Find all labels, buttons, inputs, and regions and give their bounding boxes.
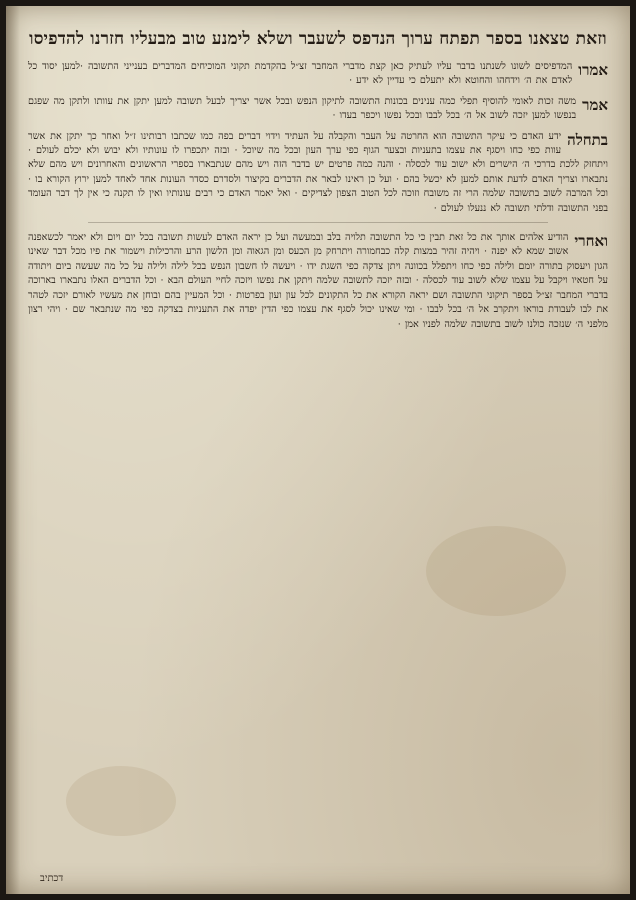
- paragraph-opener: בתחלה: [567, 130, 608, 149]
- catchword: דכתיב: [40, 873, 64, 884]
- paragraph-2: [28, 95, 608, 124]
- paragraph-1: [28, 60, 608, 89]
- paragraph-text: הודיע אלהים אותך את כל זאת תבין כי כל התשובה תלויה בלב ובמעשה ועל כן יראה האדם לעשות תשובה בכל יום ויום ולא יאמר לכשאפנה אשוב שמא לא יפנה · ויהיה זהיר במצות קלה כבחמורה ויתרחק מן הכעס ומן הגאוה ומן הלשון הרע והרכילות וישמור את פיו מכל דבר שאינו הגון ויעסוק בתורה יומם ולילה כפי כחו ויתפלל בכוונה ויתן צדקה כפי השגת ידו · ויעשה לו חשבון הנפש בכל לילה ולילה על כל מה שעשה ביום ויתודה על חטאיו ויקבל על עצמו שלא לשוב עוד לכסלה · ובזה יזכה לתשובה שלמה ויתקן את נפשו ויזכה לחיי העולם הבא · וכל הדברים האלו נתבארו בארוכה בדברי המחבר זצ״ל בספר תיקוני התשובה ושם יראה הקורא את כל התקונים לכל עון ועון בפרטות · וכל המעיין בהם ובוחן את מעשיו לאורם יזכה לטהר את לבו לעבודת בוראו ויתקרב אל ה׳ בכל לבבו · ומי שאינו יכול לסגף את עצמו כפי הדין יפדה את התעניות בצדקה כפי מה שנתבאר שם · ויהי רצון מלפני ה׳ שנזכה כולנו לשוב בתשובה שלמה לפניו אמן ·: [28, 232, 608, 330]
- paragraph-4: [28, 231, 608, 332]
- paragraph-opener: ואחרי: [574, 232, 608, 251]
- page-edge-shadow: [6, 6, 20, 894]
- paragraph-text: משה זכות לאומי להוסיף תפלי כמה ענינים בכונות התשובה לתיקון הנפש ובכל אשר יצריך לבעל תשובה למען יתקן את עוותו ולתקן מה שפגם בנפשו למען יזכה לשוב אל ה׳ בכל לבבו ובכל נפשו ויכפר בעדו ·: [28, 95, 577, 122]
- paragraph-3: [28, 130, 608, 216]
- paragraph-text: ידע האדם כי עיקר התשובה הוא החרטה על העבר והקבלה על העתיד וידוי דברים בפה כמו שכתבו רבותינו ז״ל ואחר כך יתקן את אשר עוות כפי כחו ויסגף את עצמו בתעניות ובצער הגוף כפי ערך העון ובכל מה שיוכל · ובזה יתכפרו לו עונותיו ולא יבוש ולא יכלם לעולם · ויתחזק ללכת בדרכי ה׳ הישרים ולא ישוב עוד לכסלה · והנה כמה פרטים יש בדבר הזה ויש מהם שנתבארו בספרי הראשונים והאחרונים ויש מהם שלא נתבארו וצריך האדם לדעת אותם למען לא יכשל בהם · ועל כן ראינו לבאר את הדברים בקיצור ולסדרם כסדר העונות אחד לאחד למען ירוץ הקורא בו · וכל המרבה לשוב בתשובה שלמה הרי זה משובח וזוכה לכל הטוב הצפון לצדיקים · ואל יאמר האדם כי רבים עונותיו ואין לו תקנה כי אין לך דבר העומד בפני התשובה ודלתי תשובה לא ננעלו לעולם ·: [28, 130, 608, 214]
- paragraph-opener: אמרו: [578, 61, 608, 79]
- paragraph-opener: אמר: [582, 95, 608, 114]
- document-page: [6, 6, 630, 894]
- document-title: וזאת טצאנו בספר תפתח ערוך הנדפס לשעבר ושלא לימנע טוב מבעליו חזרנו להדפיסו: [29, 29, 607, 49]
- document-content: [28, 28, 608, 878]
- paragraph-text: המדפיסים לשונו לשנתנו בדבר עליו לעתיק כאן קצת מדברי המחבר זצ״ל בהקדמת תקוני המוכיחים המדברים בענייני התשובה ·למען יסוד כל לאדם את ה׳ וידחהו והחוטא ולא יתעלם כי עדיין לא ידע ·: [28, 61, 573, 87]
- section-divider: [88, 222, 548, 223]
